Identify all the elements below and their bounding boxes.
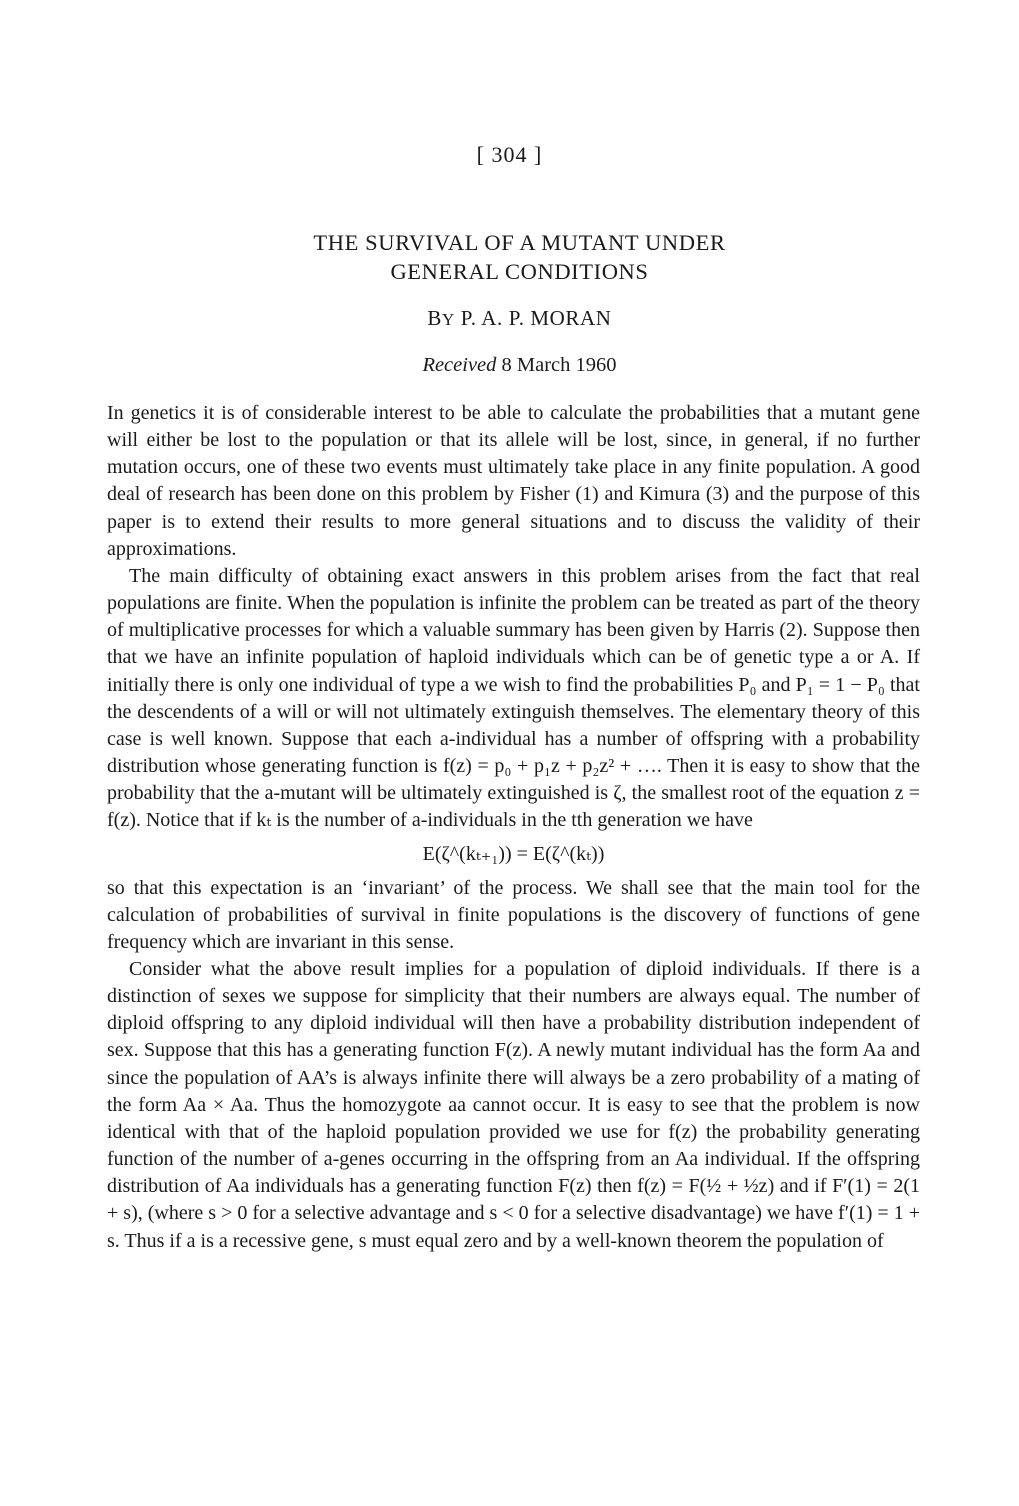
equation-invariant: E(ζ^(kₜ₊₁)) = E(ζ^(kₜ)) [422,842,605,865]
paragraph-2: The main difficulty of obtaining exact answers in this problem arises from the fact that real populations are finite. When the population is infinite the problem can be treated as part of the theory of multiplicative processes for which a valuable summary has been given by Harris (2). Suppose then that we have an infinite population of haploid individuals which can be of genetic type a or A. If initially there is only one individual of type a we wish to find the probabilities P₀ and P₁ = 1 − P₀ that the descendents of a will or will not ultimately extinguish themselves. The elementary theory of this case is well known. Suppose that each a-individual has a number of offspring with a probability distribution whose generating function is f(z) = p₀ + p₁z + p₂z² + …. Then it is easy to show that the probability that the a-mutant will be ultimately extinguished is ζ, the smallest root of the equation z = f(z). Notice that if kₜ is the number of a-individuals in the tth generation we have [107,564,920,832]
author-name: P. A. P. MORAN [460,306,612,330]
title-line-2: GENERAL CONDITIONS [390,259,649,284]
received-line [0,354,1019,377]
page-number: [ 304 ] [476,142,543,167]
author-line [0,306,1019,331]
body-text [107,400,920,1255]
by-initial: B [427,306,443,330]
by-rest: Y [442,310,455,329]
paragraph-4: Consider what the above result implies for a population of diploid individuals. If there is a distinction of sexes we suppose for simplicity that their numbers are always equal. The number of diploid offspring to any diploid individual will then have a probability distribution independent of sex. Suppose that this has a generating function F(z). A newly mutant individual has the form Aa and since the population of AA’s is always infinite there will always be a zero probability of a mating of the form Aa × Aa. Thus the homozygote aa cannot occur. It is easy to see that the problem is now identical with that of the haploid population provided we use for f(z) the probability generating function of the number of a-genes occurring in the offspring from an Aa individual. If the offspring distribution of Aa individuals has a generating function F(z) then f(z) = F(½ + ½z) and if F′(1) = 2(1 + s), (where s > 0 for a selective advantage and s < 0 for a selective disadvantage) we have f′(1) = 1 + s. Thus if a is a recessive gene, s must equal zero and by a well-known theorem the population of [107,957,920,1252]
paragraph-1: In genetics it is of considerable interest to be able to calculate the probabilities that a mutant gene will either be lost to the population or that its allele will be lost, since, in general, if no further mutation occurs, one of these two events must ultimately take place in any finite population. A good deal of research has been done on this problem by Fisher (1) and Kimura (3) and the purpose of this paper is to extend their results to more general situations and to discuss the validity of their approximations. [107,402,920,560]
title-line-1: THE SURVIVAL OF A MUTANT UNDER [313,230,726,255]
received-date: 8 March 1960 [501,354,617,376]
paper-title [0,228,1019,286]
received-label: Received [422,354,497,376]
paragraph-3: so that this expectation is an ‘invariant’ of the process. We shall see that the main tool for the calculation of probabilities of survival in finite populations is the discovery of functions of gene frequency which are invariant in this sense. [107,876,920,953]
